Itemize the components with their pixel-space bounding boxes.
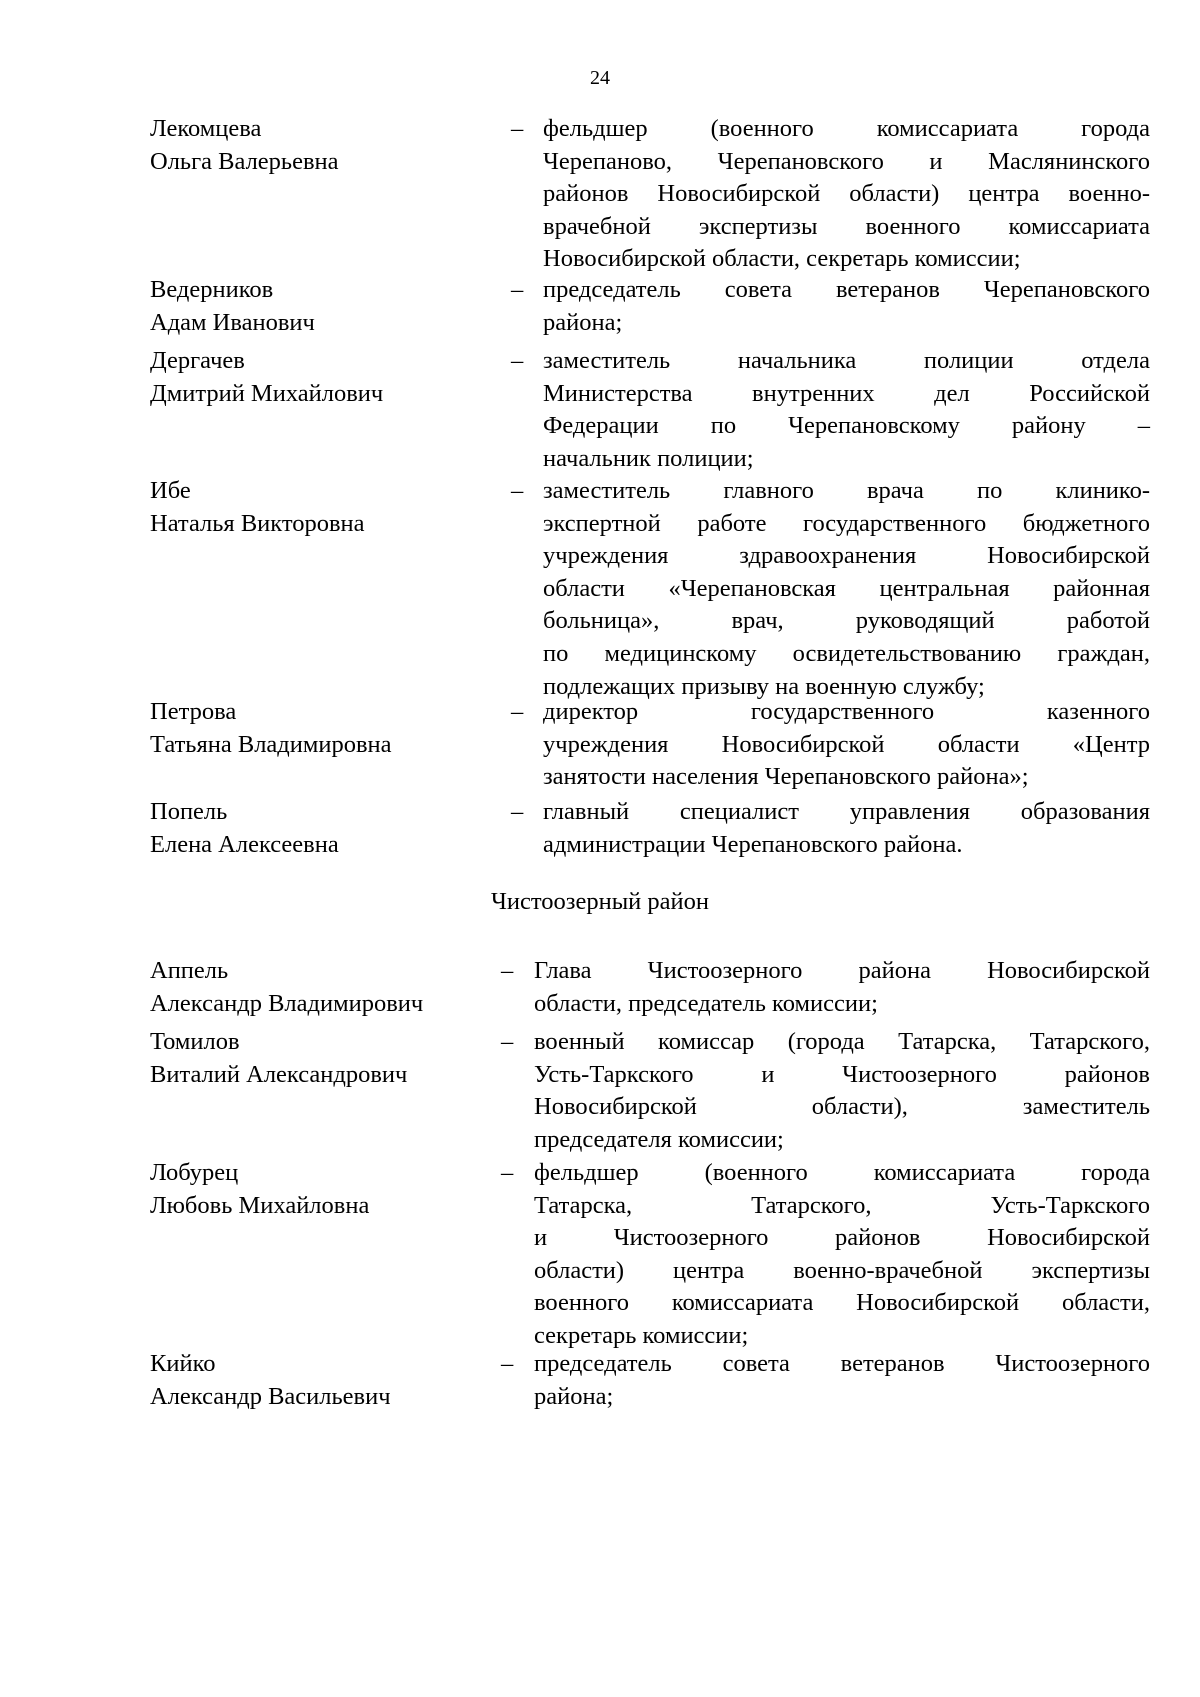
position-line: председателя комиссии; bbox=[534, 1125, 784, 1153]
position-line: Новосибирской области), заместитель bbox=[534, 1093, 1150, 1121]
section-heading: Чистоозерный район bbox=[491, 888, 709, 915]
position-line: области, председатель комиссии; bbox=[534, 989, 878, 1017]
dash-separator: – bbox=[511, 798, 524, 825]
position-line: района; bbox=[543, 308, 623, 336]
member-position bbox=[543, 113, 1150, 276]
position-line: заместитель начальника полиции отдела bbox=[543, 347, 1150, 374]
position-line: начальник полиции; bbox=[543, 444, 754, 472]
position-line: фельдшер (военного комиссариата города bbox=[543, 115, 1150, 142]
dash-separator: – bbox=[501, 957, 514, 984]
position-line: военного комиссариата Новосибирской области, bbox=[534, 1289, 1150, 1317]
position-line: Черепаново, Черепановского и Маслянинского bbox=[543, 147, 1150, 175]
dash-separator: – bbox=[511, 698, 524, 725]
member-name bbox=[150, 1157, 369, 1222]
position-line: районов Новосибирской области) центра военно- bbox=[543, 180, 1150, 208]
position-line: учреждения Новосибирской области «Центр bbox=[543, 730, 1150, 758]
member-given-name: Татьяна Владимировна bbox=[150, 730, 392, 758]
member-name bbox=[150, 796, 339, 861]
member-name bbox=[150, 475, 365, 540]
position-line: председатель совета ветеранов Черепановского bbox=[543, 276, 1150, 303]
member-surname: Томилов bbox=[150, 1028, 240, 1055]
member-position bbox=[543, 475, 1150, 703]
position-line: военный комиссар (города Татарска, Татарского, bbox=[534, 1028, 1150, 1055]
member-given-name: Ольга Валерьевна bbox=[150, 147, 339, 175]
position-line: председатель совета ветеранов Чистоозерного bbox=[534, 1350, 1150, 1377]
member-position bbox=[543, 796, 1150, 861]
dash-separator: – bbox=[511, 276, 524, 303]
member-surname: Дергачев bbox=[150, 347, 245, 374]
member-given-name: Елена Алексеевна bbox=[150, 830, 339, 858]
position-line: занятости населения Черепановского района»; bbox=[543, 763, 1029, 791]
position-line: подлежащих призыву на военную службу; bbox=[543, 672, 985, 700]
member-surname: Ибе bbox=[150, 477, 191, 504]
member-name bbox=[150, 1026, 407, 1091]
position-line: Федерации по Черепановскому району – bbox=[543, 412, 1150, 440]
position-line: учреждения здравоохранения Новосибирской bbox=[543, 542, 1150, 570]
dash-separator: – bbox=[501, 1350, 514, 1377]
member-position bbox=[534, 1157, 1150, 1353]
member-surname: Аппель bbox=[150, 957, 229, 984]
position-line: администрации Черепановского района. bbox=[543, 830, 963, 858]
member-given-name: Любовь Михайловна bbox=[150, 1191, 370, 1219]
position-line: области «Черепановская центральная районная bbox=[543, 574, 1150, 602]
member-name bbox=[150, 1348, 391, 1413]
position-line: секретарь комиссии; bbox=[534, 1321, 749, 1349]
member-surname: Кийко bbox=[150, 1350, 216, 1377]
member-surname: Ведерников bbox=[150, 276, 274, 303]
dash-separator: – bbox=[501, 1159, 514, 1186]
position-line: больница», врач, руководящий работой bbox=[543, 607, 1150, 635]
position-line: по медицинскому освидетельствованию граждан, bbox=[543, 639, 1150, 667]
position-line: Новосибирской области, секретарь комиссии; bbox=[543, 245, 1021, 273]
member-position bbox=[534, 1026, 1150, 1156]
member-name bbox=[150, 345, 383, 410]
position-line: и Чистоозерного районов Новосибирской bbox=[534, 1224, 1150, 1252]
member-name bbox=[150, 955, 423, 1020]
member-given-name: Александр Владимирович bbox=[150, 989, 424, 1017]
member-name bbox=[150, 274, 315, 339]
position-line: директор государственного казенного bbox=[543, 698, 1150, 725]
position-line: Министерства внутренних дел Российской bbox=[543, 379, 1150, 407]
position-line: Усть-Таркского и Чистоозерного районов bbox=[534, 1060, 1150, 1088]
position-line: области) центра военно-врачебной экспертизы bbox=[534, 1256, 1150, 1284]
position-line: фельдшер (военного комиссариата города bbox=[534, 1159, 1150, 1186]
member-given-name: Адам Иванович bbox=[150, 308, 315, 336]
position-line: Глава Чистоозерного района Новосибирской bbox=[534, 957, 1150, 984]
member-position bbox=[543, 345, 1150, 475]
position-line: района; bbox=[534, 1382, 614, 1410]
member-position bbox=[534, 1348, 1150, 1413]
page-number: 24 bbox=[590, 67, 610, 89]
member-surname: Петрова bbox=[150, 698, 237, 725]
member-name bbox=[150, 113, 339, 178]
position-line: заместитель главного врача по клинико- bbox=[543, 477, 1150, 504]
position-line: главный специалист управления образования bbox=[543, 798, 1150, 825]
member-given-name: Наталья Викторовна bbox=[150, 509, 365, 537]
member-surname: Лобурец bbox=[150, 1159, 239, 1186]
member-given-name: Виталий Александрович bbox=[150, 1060, 408, 1088]
dash-separator: – bbox=[511, 477, 524, 504]
member-surname: Лекомцева bbox=[150, 115, 262, 142]
position-line: экспертной работе государственного бюджетного bbox=[543, 509, 1150, 537]
dash-separator: – bbox=[501, 1028, 514, 1055]
member-position bbox=[543, 696, 1150, 794]
member-surname: Попель bbox=[150, 798, 228, 825]
member-name bbox=[150, 696, 392, 761]
member-position bbox=[534, 955, 1150, 1020]
position-line: врачебной экспертизы военного комиссариата bbox=[543, 212, 1150, 240]
member-given-name: Дмитрий Михайлович bbox=[150, 379, 384, 407]
dash-separator: – bbox=[511, 347, 524, 374]
position-line: Татарска, Татарского, Усть-Таркского bbox=[534, 1191, 1150, 1219]
member-given-name: Александр Васильевич bbox=[150, 1382, 391, 1410]
member-position bbox=[543, 274, 1150, 339]
dash-separator: – bbox=[511, 115, 524, 142]
